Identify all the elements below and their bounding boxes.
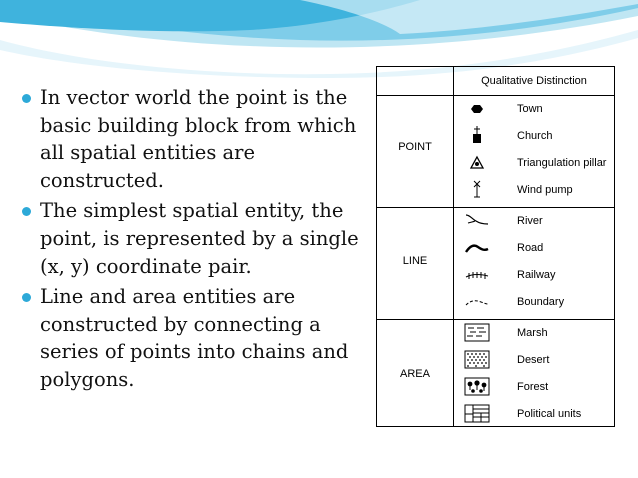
bullet-item [22,197,362,280]
bullet-icon [22,94,31,103]
legend-label: Forest [517,381,549,393]
category-line: LINE [402,255,428,267]
bullet-list [22,84,362,397]
town-icon [464,97,490,121]
legend-label: Wind pump [517,184,573,196]
bullet-text: The simplest spatial entity, the point, is represented by a single (x, y) coordinate pair. [40,199,359,278]
bullet-text: In vector world the point is the basic building block from which all spatial entities are constructed. [40,86,357,192]
legend-row-boundary [454,289,614,316]
legend-label: Desert [517,354,550,366]
legend-label: Road [517,242,544,254]
railway-icon [464,263,490,287]
political-units-icon [464,402,490,426]
qualitative-legend-table [376,66,615,427]
river-icon [464,209,490,233]
legend-label: River [517,215,543,227]
bullet-item [22,283,362,393]
legend-row-triangulation-pillar [454,150,614,177]
legend-label: Marsh [517,327,548,339]
legend-row-marsh [454,320,614,347]
legend-label: Political units [517,408,582,420]
bullet-text: Line and area entities are constructed by connecting a series of points into chains and polygons. [40,285,349,391]
marsh-icon [464,321,490,345]
legend-row-wind-pump [454,177,614,204]
legend-label: Triangulation pillar [517,157,607,169]
bullet-icon [22,207,31,216]
legend-row-political-units [454,401,614,428]
wind-pump-icon [464,178,490,202]
category-area: AREA [400,368,430,380]
bullet-item [22,84,362,194]
road-icon [464,236,490,260]
category-point: POINT [398,141,432,153]
legend-label: Railway [517,269,556,281]
triangulation-pillar-icon [464,151,490,175]
legend-label: Church [517,130,553,142]
legend-row-town [454,96,614,123]
church-icon [464,124,490,148]
legend-label: Town [517,103,543,115]
desert-icon [464,348,490,372]
legend-label: Boundary [517,296,565,308]
legend-row-forest [454,374,614,401]
boundary-icon [464,290,490,314]
forest-icon [464,375,490,399]
legend-header: Qualitative Distinction [481,75,587,87]
legend-row-road [454,235,614,262]
legend-row-railway [454,262,614,289]
legend-row-desert [454,347,614,374]
legend-row-church [454,123,614,150]
legend-row-river [454,208,614,235]
bullet-icon [22,293,31,302]
